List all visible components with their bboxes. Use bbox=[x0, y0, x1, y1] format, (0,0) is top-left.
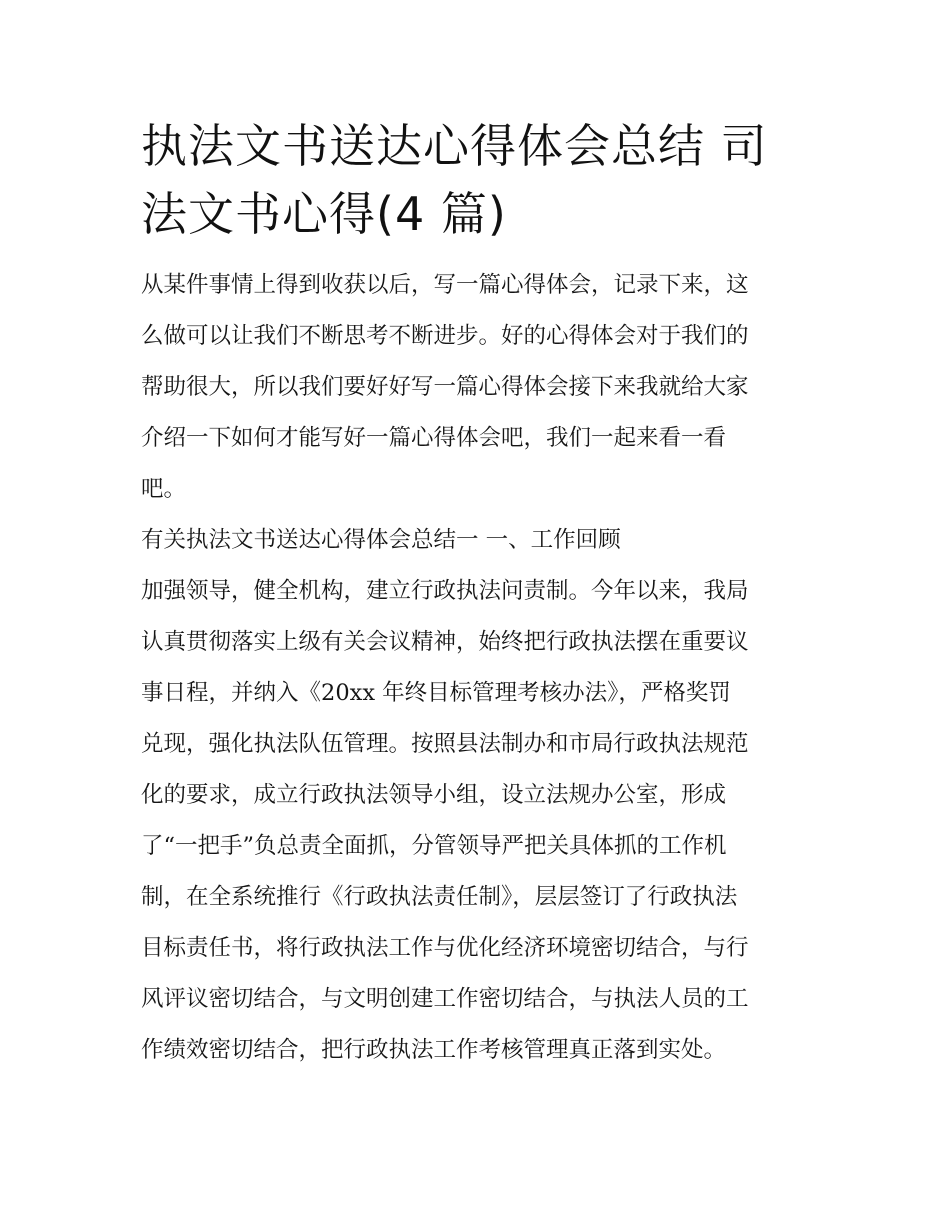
intro-line-4: 介绍一下如何才能写好一篇心得体会吧，我们一起来看一看 bbox=[141, 425, 727, 451]
title-line-1: 执法文书送达心得体会总结 司 bbox=[141, 119, 768, 173]
intro-line-1: 从某件事情上得到收获以后，写一篇心得体会，记录下来，这 bbox=[141, 272, 749, 298]
document-body bbox=[141, 260, 813, 1076]
body-line-5: 化的要求，成立行政执法领导小组，设立法规办公室，形成 bbox=[141, 782, 727, 808]
intro-paragraph bbox=[141, 260, 813, 515]
body-line-8: 目标责任书，将行政执法工作与优化经济环境密切结合，与行 bbox=[141, 935, 749, 961]
intro-line-5: 吧。 bbox=[141, 476, 187, 502]
body-line-3: 事日程，并纳入《20xx 年终目标管理考核办法》，严格奖罚 bbox=[141, 680, 731, 706]
body-paragraph bbox=[141, 566, 813, 1076]
body-line-9: 风评议密切结合，与文明创建工作密切结合，与执法人员的工 bbox=[141, 986, 749, 1012]
body-line-4: 兑现，强化执法队伍管理。按照县法制办和市局行政执法规范 bbox=[141, 731, 749, 757]
intro-line-2: 么做可以让我们不断思考不断进步。好的心得体会对于我们的 bbox=[141, 323, 749, 349]
section-heading-paragraph bbox=[141, 515, 813, 566]
intro-line-3: 帮助很大，所以我们要好好写一篇心得体会接下来我就给大家 bbox=[141, 374, 749, 400]
body-line-10: 作绩效密切结合，把行政执法工作考核管理真正落到实处。 bbox=[141, 1037, 727, 1063]
body-line-7: 制，在全系统推行《行政执法责任制》，层层签订了行政执法 bbox=[141, 884, 738, 910]
body-line-1: 加强领导，健全机构，建立行政执法问责制。今年以来，我局 bbox=[141, 578, 749, 604]
body-line-2: 认真贯彻落实上级有关会议精神，始终把行政执法摆在重要议 bbox=[141, 629, 749, 655]
document-title bbox=[141, 112, 813, 248]
body-line-6: 了“一把手”负总责全面抓，分管领导严把关具体抓的工作机 bbox=[141, 833, 727, 859]
title-line-2: 法文书心得(4 篇) bbox=[141, 187, 507, 241]
section-heading: 有关执法文书送达心得体会总结一 一、工作回顾 bbox=[141, 527, 621, 553]
document-page bbox=[141, 112, 813, 1076]
